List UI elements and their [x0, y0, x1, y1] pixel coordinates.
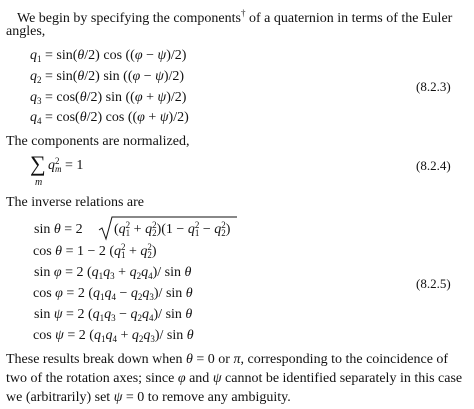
conclusion-line-3: we (arbitrarily) set ψ = 0 to remove any ambiguity.	[6, 390, 291, 405]
equation-q4: $q_4 = \cos(\theta/2)$ cos ((φ + ψ)/2)	[30, 110, 189, 126]
summation-symbol: ∑	[30, 151, 46, 176]
inverse-sentence: The inverse relations are	[6, 195, 144, 210]
equation-q2: $q_2 = \sin(\theta/2)$ sin ((φ − ψ)/2)	[30, 69, 185, 85]
equation-number-8-2-3: (8.2.3)	[416, 79, 451, 94]
equation-number-8-2-5: (8.2.5)	[416, 276, 451, 291]
equation-q3: $q_3 = \cos(\theta/2)$ sin ((φ + ψ)/2)	[30, 90, 187, 106]
equation-cos-theta: cos θ = 1 − 2 (q 2 1 + q 2 2 )	[33, 242, 157, 260]
equation-number-8-2-4: (8.2.4)	[416, 158, 451, 173]
equation-sin-theta-radicand: (q 2 1 + q 2 2 )(1 − q 2 1 − q 2 2 )	[114, 220, 231, 238]
normalized-sentence: The components are normalized,	[6, 134, 190, 149]
equation-sin-theta: sin θ = 2	[34, 222, 83, 237]
equation-q1: $q_1 = \sin(\theta/2)$ cos ((φ − ψ)/2)	[30, 48, 187, 64]
footnote-mark: †	[241, 8, 246, 18]
equation-sin-phi: sin φ = 2 $(q_1q_3 + q_2q_4)/$ sin θ	[34, 265, 192, 281]
equation-normalization: q 2 m = 1	[48, 156, 84, 174]
conclusion-line-2: two of the rotation axes; since φ and ψ cannot be identified separately in this case	[6, 371, 463, 386]
summation-index: m	[35, 177, 43, 188]
conclusion-line-1: These results break down when θ = 0 or π, corresponding to the coincidence of	[6, 352, 449, 367]
equation-sin-psi: sin ψ = 2 $(q_1q_3 - q_2q_4)/$ sin θ	[34, 307, 193, 323]
equation-cos-phi: cos φ = 2 $(q_1q_4 - q_2q_3)/$ sin θ	[33, 286, 193, 302]
intro-line-2: angles,	[6, 24, 46, 39]
intro-line-1: We begin by specifying the components† of a quaternion in terms of the Euler	[17, 8, 453, 26]
equation-cos-psi: cos ψ = 2 $(q_1q_4 + q_2q_3)/$ sin θ	[33, 328, 194, 344]
